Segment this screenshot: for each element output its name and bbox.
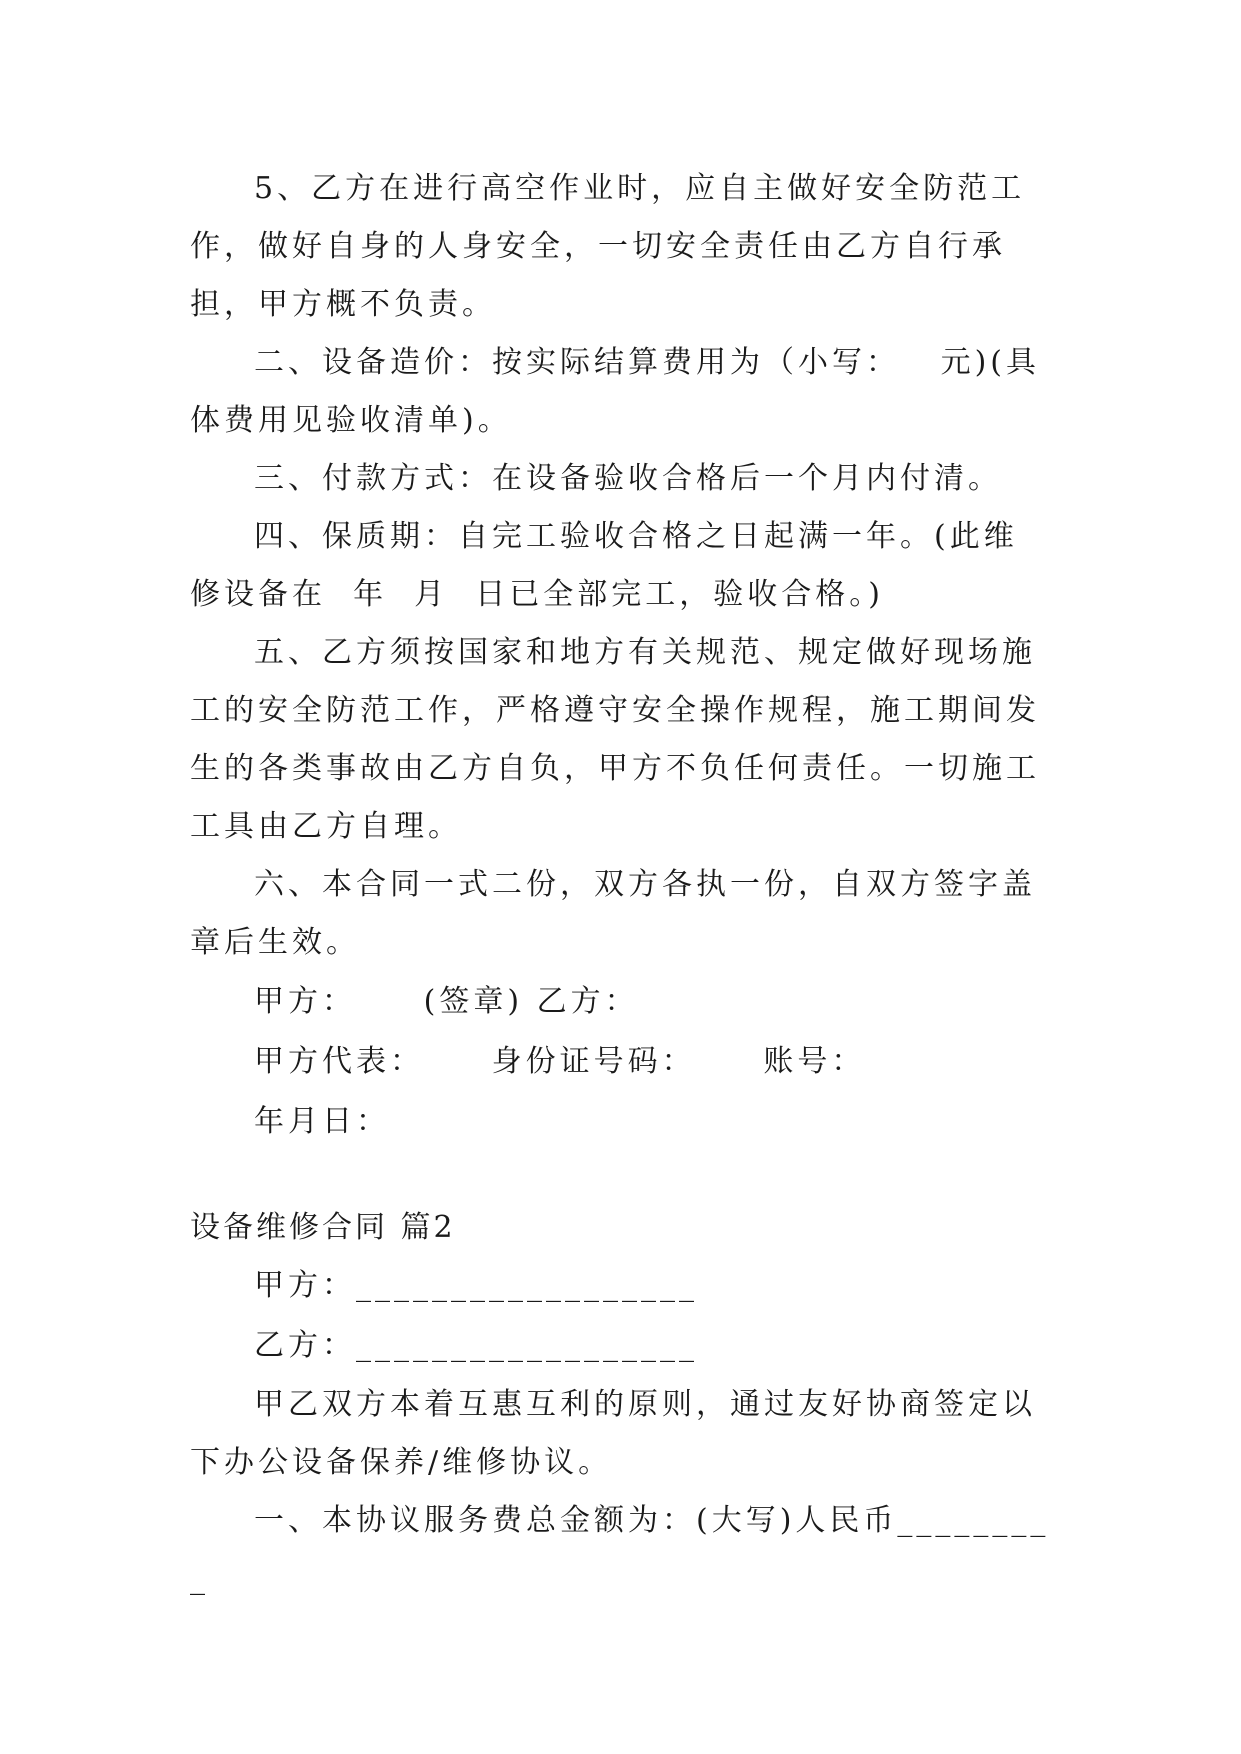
signature-representative-line: 甲方代表： 身份证号码： 账号： (254, 1044, 866, 1079)
paragraph-intro: 甲乙双方本着互惠互利的原则，通过友好协商签定以下办公设备保养/维修协议。 (190, 1387, 1036, 1480)
document-page (190, 160, 1050, 1608)
party-a-field: 甲方：__________________ (254, 1268, 698, 1303)
paragraph-clause-1: 一、本协议服务费总金额为：(大写)人民币_________ (190, 1503, 1050, 1596)
paragraph-construction-safety: 五、乙方须按国家和地方有关规范、规定做好现场施工的安全防范工作，严格遵守安全操作规程，施工期间发生的各类事故由乙方自负，甲方不负任何责任。一切施工工具由乙方自理。 (190, 635, 1040, 844)
paragraph-contract-copies: 六、本合同一式二份，双方各执一份，自双方签字盖章后生效。 (190, 867, 1036, 960)
paragraph-equipment-cost: 二、设备造价：按实际结算费用为（小写： 元)(具体费用见验收清单)。 (190, 345, 1041, 438)
section-spacer (190, 1152, 1050, 1200)
paragraph-warranty: 四、保质期：自完工验收合格之日起满一年。(此维修设备在 年 月 日已全部完工，验收合格。) (190, 519, 1018, 612)
paragraph-safety-responsibility: 5、乙方在进行高空作业时，应自主做好安全防范工作，做好自身的人身安全，一切安全责任由乙方自行承担，甲方概不负责。 (190, 171, 1026, 322)
signature-party-a-line: 甲方： (签章) 乙方： (254, 984, 639, 1019)
section-heading: 设备维修合同 篇2 (190, 1210, 456, 1245)
paragraph-payment-method: 三、付款方式：在设备验收合格后一个月内付清。 (254, 461, 1002, 496)
signature-date-line: 年月日： (254, 1104, 390, 1139)
party-b-field: 乙方：__________________ (254, 1328, 698, 1363)
